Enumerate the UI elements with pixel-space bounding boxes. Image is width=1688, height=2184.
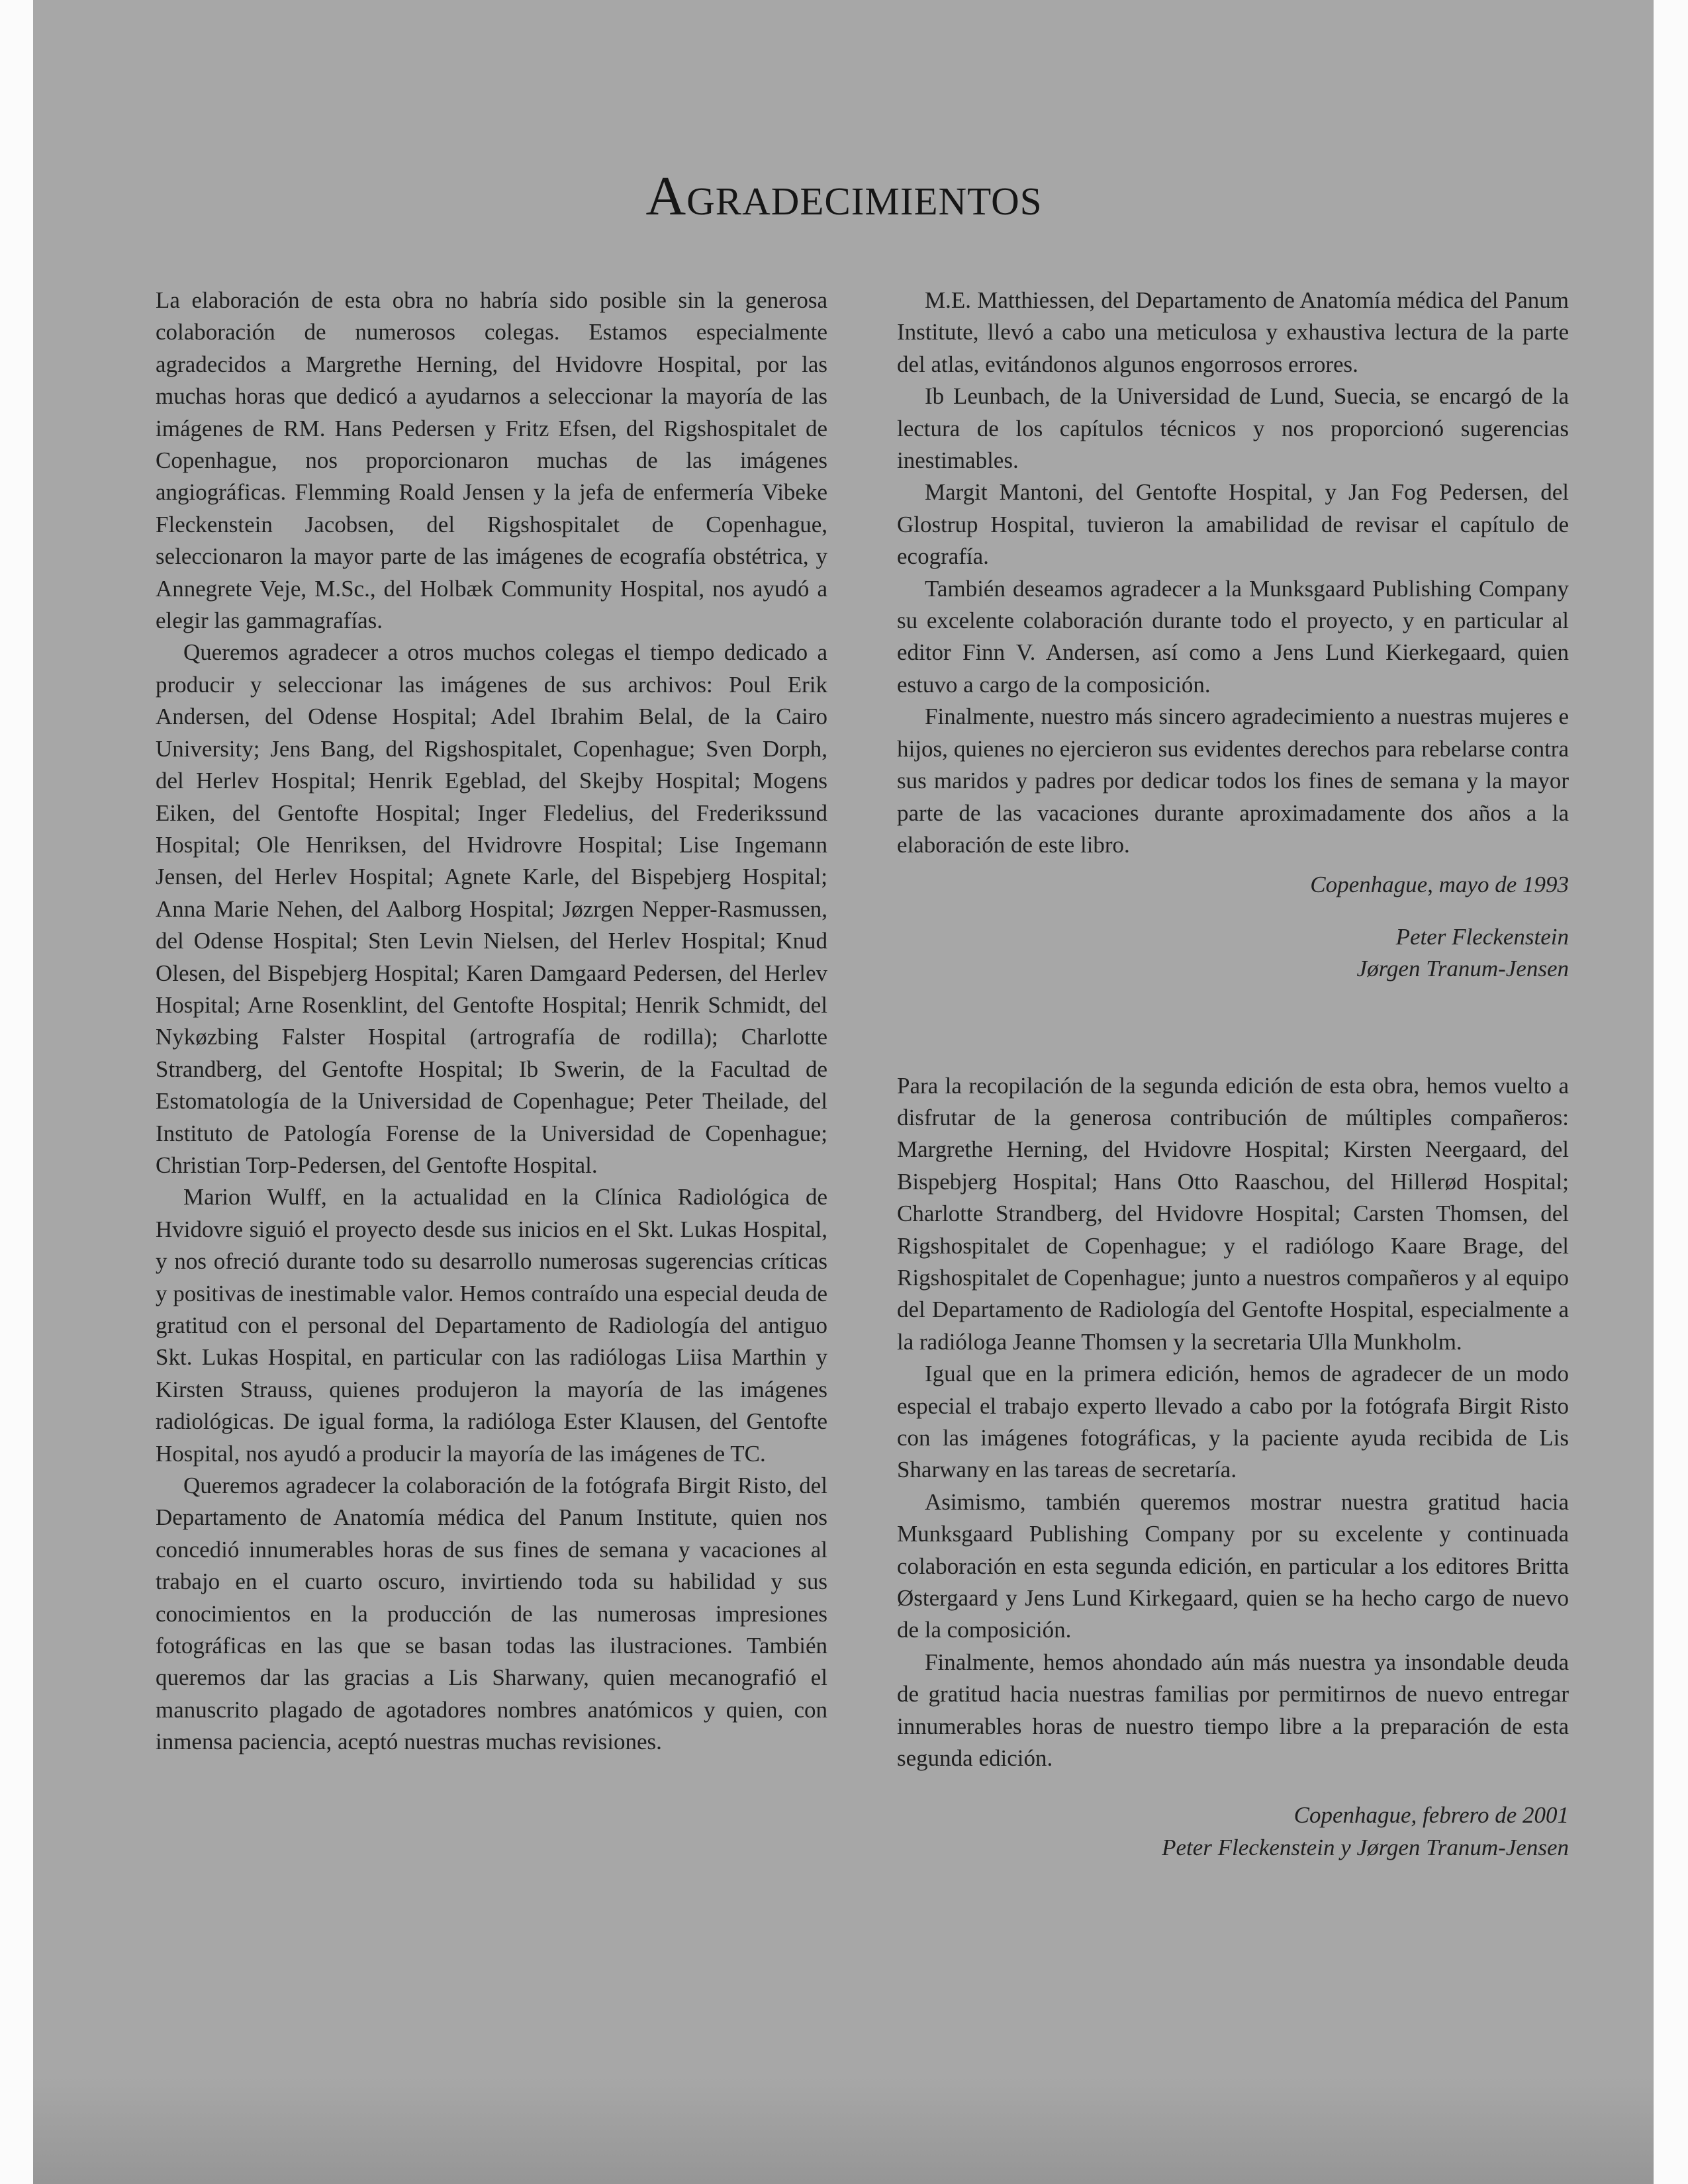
paragraph: M.E. Matthiessen, del Departamento de Anatomía médica del Panum Institute, llevó a cabo una meticulosa y exhaustiva lectura de la parte del atlas, evitándonos algunos engorrosos errores. <box>897 287 1569 377</box>
paragraph: Igual que en la primera edición, hemos de agradecer de un modo especial el trabajo experto llevado a cabo por la fotógrafa Birgit Risto con las imágenes fotográficas, y la paciente ayuda recibida de Lis Sharwany en las tareas de secretaría. <box>897 1361 1569 1483</box>
paragraph: La elaboración de esta obra no habría sido posible sin la generosa colaboración de numerosos colegas. Estamos especialmente agradecidos a Margrethe Herning, del Hvidovre Hospital, por las muchas horas que dedicó a ayudarnos a seleccionar la mayoría de las imágenes de RM. Hans Pedersen y Fritz Efsen, del Rigshospitalet de Copenhague, nos proporcionaron muchas de las imágenes angiográficas. Flemming Roald Jensen y la jefa de enfermería Vibeke Fleckenstein Jacobsen, del Rigshospitalet de Copenhague, seleccionaron la mayor parte de las imágenes de ecografía obstétrica, y Annegrete Veje, M.Sc., del Holbæk Community Hospital, nos ayudó a elegir las gammagrafías. <box>156 287 827 634</box>
paragraph: Para la recopilación de la segunda edición de esta obra, hemos vuelto a disfrutar de la generosa contribución de múltiples compañeros: Margrethe Herning, del Hvidovre Hospital; Kirsten Neergaard, del Bispebjerg Hospital; Hans Otto Raaschou, del Hillerød Hospital; Charlotte Strandberg, del Hvidovre Hospital; Carsten Thomsen, del Rigshospitalet de Copenhague; y el radiólogo Kaare Brage, del Rigshospitalet de Copenhague; junto a nuestros compañeros y al equipo del Departamento de Radiología del Gentofte Hospital, especialmente a la radióloga Jeanne Thomsen y la secretaria Ulla Munkholm. <box>897 1072 1569 1355</box>
first-edition-place-date: Copenhague, mayo de 1993 <box>1310 872 1569 898</box>
second-edition-signoff <box>897 1799 1569 1864</box>
second-edition-place-date: Copenhague, febrero de 2001 <box>1293 1802 1569 1829</box>
paragraph: Queremos agradecer la colaboración de la fotógrafa Birgit Risto, del Departamento de Anatomía médica del Panum Institute, quien nos concedió innumerables horas de sus fines de semana y vacaciones al trabajo en el cuarto oscuro, invirtiendo toda su habilidad y sus conocimientos en la producción de las numerosas impresiones fotográficas en las que se basan todas las ilustraciones. También queremos dar las gracias a Lis Sharwany, quien mecanografió el manuscrito plagado de agotadores nombres anatómicos y quien, con inmensa paciencia, aceptó nuestras muchas revisiones. <box>156 1473 827 1755</box>
paragraph: Marion Wulff, en la actualidad en la Clínica Radiológica de Hvidovre siguió el proyecto desde sus inicios en el Skt. Lukas Hospital, y nos ofreció durante todo su desarrollo numerosas sugerencias críticas y positivas de inestimable valor. Hemos contraído una especial deuda de gratitud con el personal del Departamento de Radiología del antiguo Skt. Lukas Hospital, en particular con las radiólogas Liisa Marthin y Kirsten Strauss, quienes produjeron la mayoría de las imágenes radiológicas. De igual forma, la radióloga Ester Klausen, del Gentofte Hospital, nos ayudó a producir la mayoría de las imágenes de TC. <box>156 1184 827 1467</box>
paragraph: Margit Mantoni, del Gentofte Hospital, y Jan Fog Pedersen, del Glostrup Hospital, tuvieron la amabilidad de revisar el capítulo de ecografía. <box>897 479 1569 570</box>
page-title: Agradecimientos <box>645 165 1043 227</box>
paragraph: También deseamos agradecer a la Munksgaard Publishing Company su excelente colaboración durante todo el proyecto, y en particular al editor Finn V. Andersen, así como a Jens Lund Kierkegaard, quien estuvo a cargo de la composición. <box>897 575 1569 698</box>
paragraph: Finalmente, hemos ahondado aún más nuestra ya insondable deuda de gratitud hacia nuestras familias por permitirnos de nuevo entregar innumerables horas de nuestro tiempo libre a la preparación de esta segunda edición. <box>897 1649 1569 1772</box>
second-edition-authors: Peter Fleckenstein y Jørgen Tranum-Jensen <box>1162 1834 1569 1860</box>
paragraph: Queremos agradecer a otros muchos colegas el tiempo dedicado a producir y seleccionar las imágenes de sus archivos: Poul Erik Andersen, del Odense Hospital; Adel Ibrahim Belal, de la Cairo University; Jens Bang, del Rigshospitalet, Copenhague; Sven Dorph, del Herlev Hospital; Henrik Egeblad, del Skejby Hospital; Mogens Eiken, del Gentofte Hospital; Inger Fledelius, del Frederikssund Hospital; Ole Henriksen, del Hvidrovre Hospital; Lise Ingemann Jensen, del Herlev Hospital; Agnete Karle, del Bispebjerg Hospital; Anna Marie Nehen, del Aalborg Hospital; Jøzrgen Nepper-Rasmussen, del Odense Hospital; Sten Levin Nielsen, del Herlev Hospital; Knud Olesen, del Bispebjerg Hospital; Karen Damgaard Pedersen, del Herlev Hospital; Arne Rosenklint, del Gentofte Hospital; Henrik Schmidt, del Nykøzbing Falster Hospital (artrografía de rodilla); Charlotte Strandberg, del Gentofte Hospital; Ib Swerin, de la Facultad de Estomatología de la Universidad de Copenhague; Peter Theilade, del Instituto de Patología Forense de la Universidad de Copenhague; Christian Torp-Pedersen, del Gentofte Hospital. <box>156 639 827 1178</box>
paragraph: Finalmente, nuestro más sincero agradecimiento a nuestras mujeres e hijos, quienes no ejercieron sus evidentes derechos para rebelarse contra sus maridos y padres por dedicar todos los fines de semana y la mayor parte de las vacaciones durante aproximadamente dos años a la elaboración de este libro. <box>897 704 1569 858</box>
author-name: Jørgen Tranum-Jensen <box>1356 956 1569 982</box>
section-gap <box>897 985 1569 1070</box>
paragraph: Asimismo, también queremos mostrar nuestra gratitud hacia Munksgaard Publishing Company por su excelente y continuada colaboración en esta segunda edición, en particular a los editores Britta Østergaard y Jens Lund Kirkegaard, quien se ha hecho cargo de nuevo de la composición. <box>897 1488 1569 1643</box>
paragraph: Ib Leunbach, de la Universidad de Lund, Suecia, se encargó de la lectura de los capítulos técnicos y nos proporcionó sugerencias inestimables. <box>897 383 1569 474</box>
first-edition-authors <box>897 921 1569 985</box>
left-column <box>156 285 827 1758</box>
author-name: Peter Fleckenstein <box>1395 923 1569 950</box>
right-column <box>897 285 1569 1864</box>
